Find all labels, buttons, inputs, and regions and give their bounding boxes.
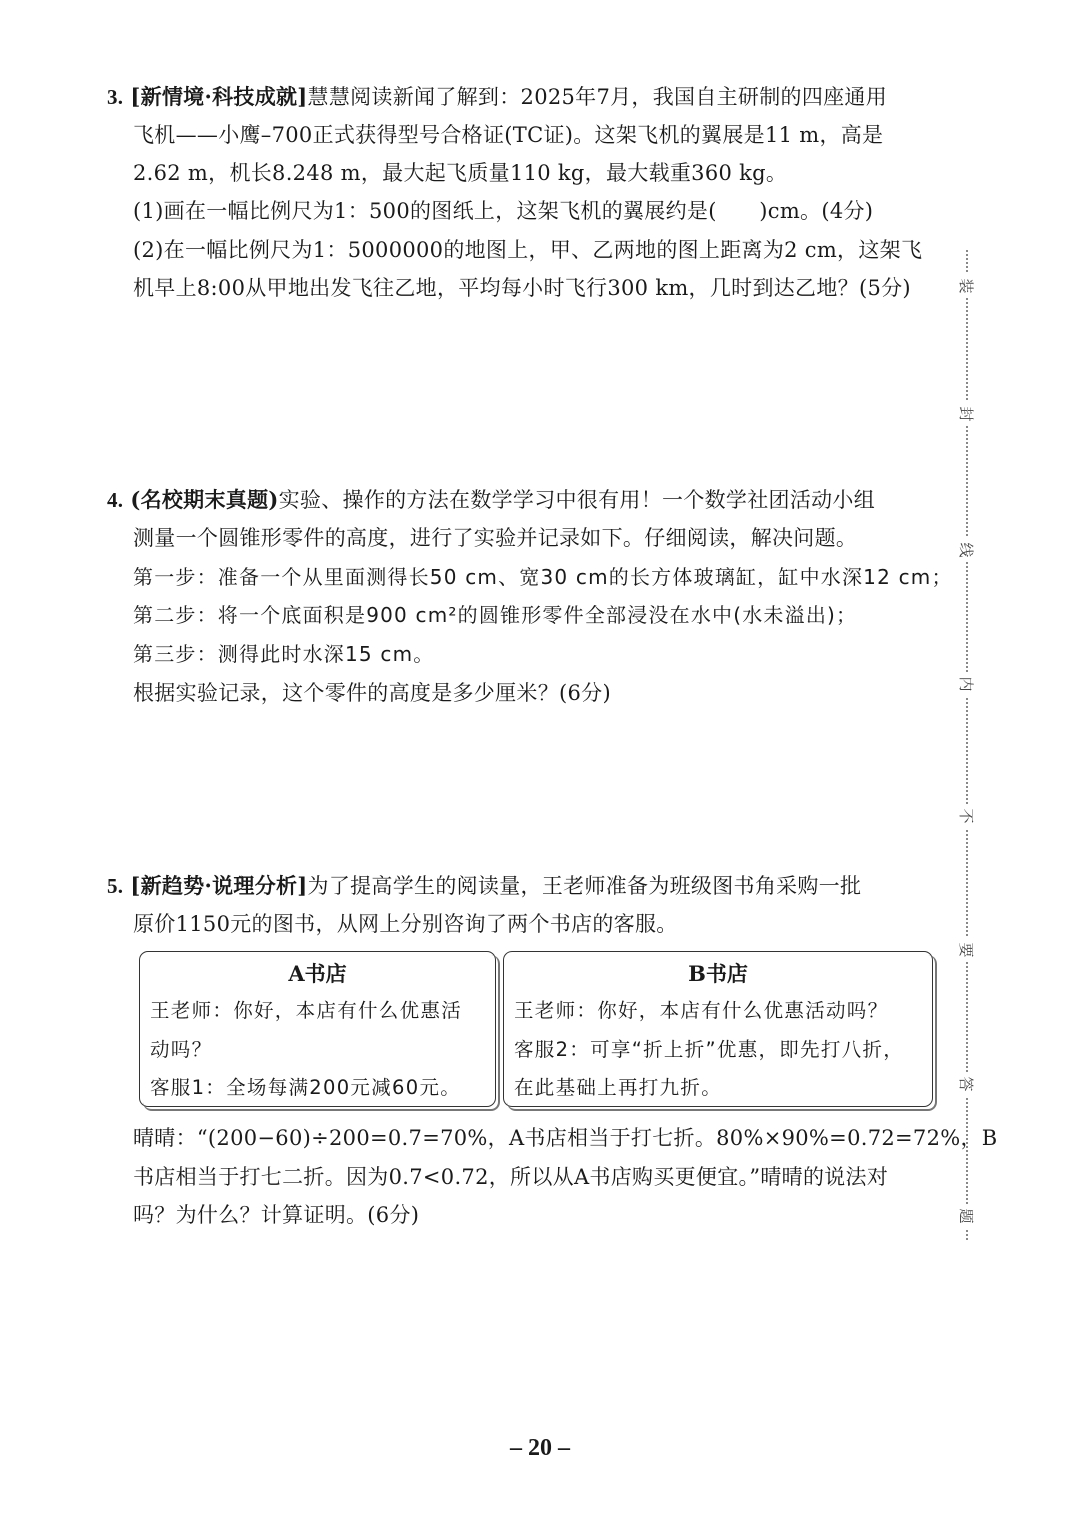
q4-number: 4. <box>107 488 124 512</box>
store-a-line-1: 王老师：你好，本店有什么优惠活 <box>150 999 463 1022</box>
binding-char: 内 <box>956 672 976 696</box>
q4-line-1 <box>107 486 875 514</box>
q3-line-2: 飞机——小鹰–700正式获得型号合格证(TC证)。这架飞机的翼展是11 m，高是 <box>133 123 884 147</box>
q3-number: 3. <box>107 85 124 109</box>
store-a-title: A书店 <box>288 961 347 986</box>
q4-step-2: 第二步：将一个底面积是900 cm²的圆锥形零件全部浸没在水中(水未溢出)； <box>133 603 858 627</box>
q4-text: 实验、操作的方法在数学学习中很有用！一个数学社团活动小组 <box>278 488 876 512</box>
q3-sub-1: (1)画在一幅比例尺为1：500的图纸上，这架飞机的翼展约是( )cm。(4分) <box>133 199 874 223</box>
q5-after-line-3: 吗？为什么？计算证明。(6分) <box>133 1203 420 1227</box>
q5-after-line-1: 晴晴：“(200−60)÷200=0.7=70%，A书店相当于打七折。80%×90%=0.72=72%，B <box>133 1126 998 1150</box>
q5-tag: [新趋势·说理分析] <box>130 873 308 898</box>
binding-char: 要 <box>956 938 976 962</box>
binding-char: 不 <box>956 804 976 828</box>
q5-line-2: 原价1150元的图书，从网上分别咨询了两个书店的客服。 <box>133 912 678 936</box>
q4-question: 根据实验记录，这个零件的高度是多少厘米？(6分) <box>133 681 611 705</box>
q5-after-line-2: 书店相当于打七二折。因为0.7<0.72，所以从A书店购买更便宜。”晴晴的说法对 <box>133 1165 889 1189</box>
q4-tag: (名校期末真题) <box>130 487 279 512</box>
binding-char: 答 <box>956 1072 976 1096</box>
store-b-line-1: 王老师：你好，本店有什么优惠活动吗？ <box>514 999 889 1022</box>
q3-sub-2-line-1: (2)在一幅比例尺为1：5000000的地图上，甲、乙两地的图上距离为2 cm，这架飞 <box>133 238 923 262</box>
store-b-box <box>503 951 933 1107</box>
page-number: – 20 – <box>510 1435 570 1461</box>
binding-char: 题 <box>956 1204 976 1228</box>
q4-step-1: 第一步：准备一个从里面测得长50 cm、宽30 cm的长方体玻璃缸，缸中水深12 cm； <box>133 565 953 589</box>
q5-number: 5. <box>107 874 124 898</box>
q5-line-1 <box>107 872 861 900</box>
q3-line-1 <box>107 83 887 111</box>
q5-text: 为了提高学生的阅读量，王老师准备为班级图书角采购一批 <box>307 874 862 898</box>
binding-char: 装 <box>956 274 976 298</box>
store-b-line-2: 客服2：可享“折上折”优惠，即先打八折， <box>514 1038 905 1061</box>
binding-char: 封 <box>956 402 976 426</box>
q4-step-3: 第三步：测得此时水深15 cm。 <box>133 642 435 666</box>
store-b-line-3: 在此基础上再打九折。 <box>514 1076 723 1099</box>
store-a-line-2: 动吗？ <box>150 1038 213 1061</box>
store-b-title: B书店 <box>688 961 748 986</box>
q3-sub-2-line-2: 机早上8:00从甲地出发飞往乙地，平均每小时飞行300 km，几时到达乙地？(5分) <box>133 276 911 300</box>
q3-tag: [新情境·科技成就] <box>130 84 308 109</box>
q3-text: 慧慧阅读新闻了解到：2025年7月，我国自主研制的四座通用 <box>307 85 888 109</box>
store-a-box <box>139 951 496 1107</box>
binding-char: 线 <box>956 538 976 562</box>
q4-line-2: 测量一个圆锥形零件的高度，进行了实验并记录如下。仔细阅读，解决问题。 <box>133 526 858 550</box>
store-a-line-3: 客服1：全场每满200元减60元。 <box>150 1076 462 1099</box>
q3-line-3: 2.62 m，机长8.248 m，最大起飞质量110 kg，最大载重360 kg。 <box>133 161 788 185</box>
